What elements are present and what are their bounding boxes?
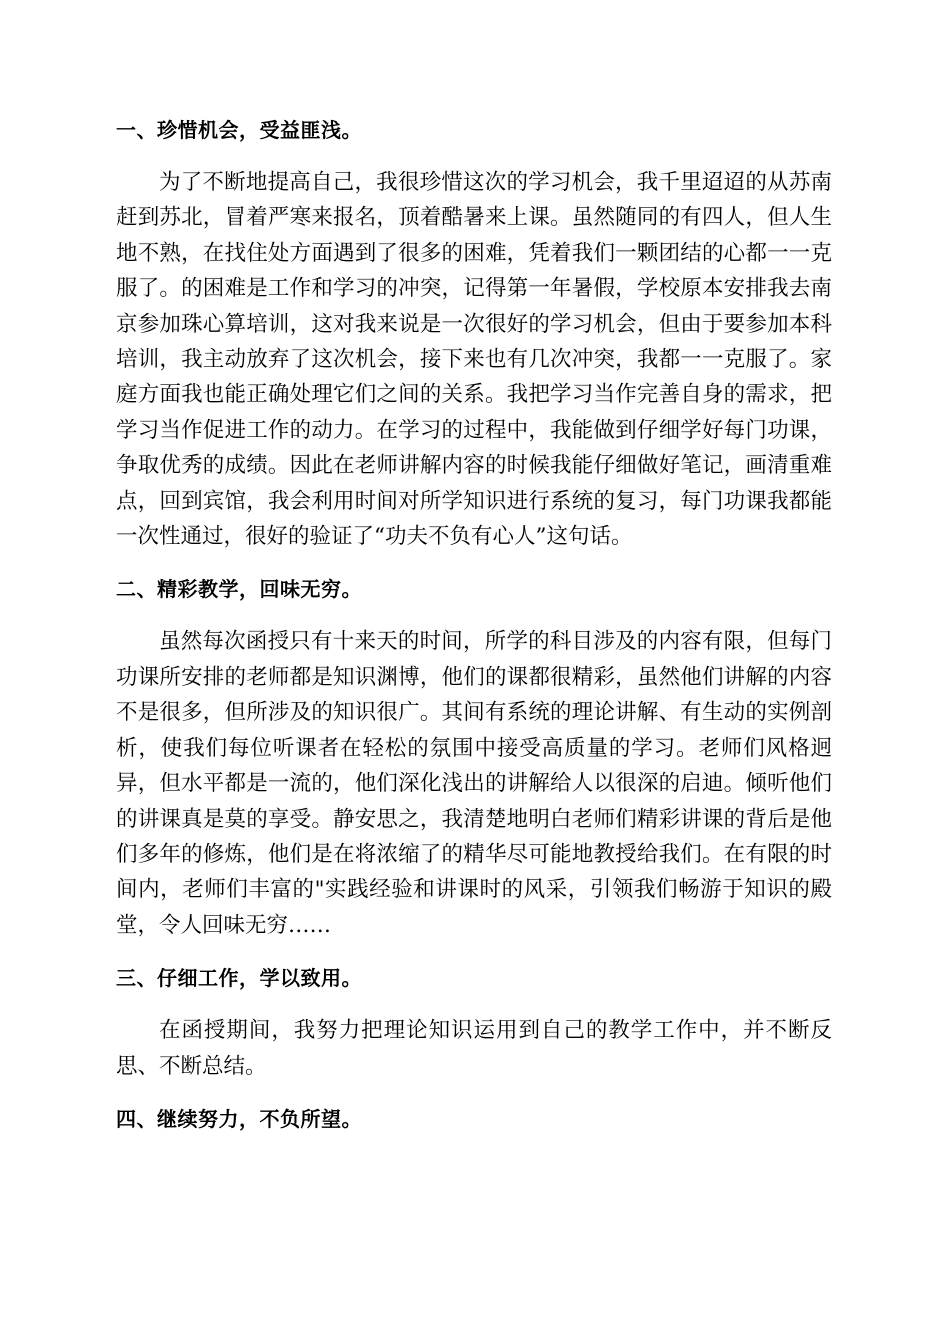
document-body: [116, 112, 832, 1137]
section-paragraph-3: 在函授期间，我努力把理论知识运用到自己的教学工作中，并不断反思、不断总结。: [116, 1018, 832, 1079]
section-heading-4: 四、继续努力，不负所望。: [116, 1106, 362, 1131]
section-heading-2: 二、精彩教学，回味无穷。: [116, 577, 362, 602]
section-heading-1: 一、珍惜机会，受益匪浅。: [116, 118, 362, 142]
section-paragraph-2: 虽然每次函授只有十来天的时间，所学的科目涉及的内容有限，但每门功课所安排的老师都是知识渊博，他们的课都很精彩，虽然他们讲解的内容不是很多，但所涉及的知识很广。其间有系统的理论讲解、有生动的实例剖析，使我们每位听课者在轻松的氛围中接受高质量的学习。老师们风格迥异，但水平都是一流的，他们深化浅出的讲解给人以很深的启迪。倾听他们的讲课真是莫的享受。静安思之，我清楚地明白老师们精彩讲课的背后是他们多年的修炼，他们是在将浓缩了的精华尽可能地教授给我们。在有限的时间内，老师们丰富的"实践经验和讲课时的风采，引领我们畅游于知识的殿堂，令人回味无穷……: [116, 629, 832, 938]
section-heading-3: 三、仔细工作，学以致用。: [116, 966, 362, 991]
section-paragraph-1: 为了不断地提高自己，我很珍惜这次的学习机会，我千里迢迢的从苏南赶到苏北，冒着严寒来报名，顶着酷暑来上课。虽然随同的有四人，但人生地不熟，在找住处方面遇到了很多的困难，凭着我们一颗团结的心都一一克服了。的困难是工作和学习的冲突，记得第一年暑假，学校原本安排我去南京参加珠心算培训，这对我来说是一次很好的学习机会，但由于要参加本科培训，我主动放弃了这次机会，接下来也有几次冲突，我都一一克服了。家庭方面我也能正确处理它们之间的关系。我把学习当作完善自身的需求，把学习当作促进工作的动力。在学习的过程中，我能做到仔细学好每门功课，争取优秀的成绩。因此在老师讲解内容的时候我能仔细做好笔记，画清重难点，回到宾馆，我会利用时间对所学知识进行系统的复习，每门功课我都能一次性通过，很好的验证了“功夫不负有心人”这句话。: [116, 170, 832, 550]
